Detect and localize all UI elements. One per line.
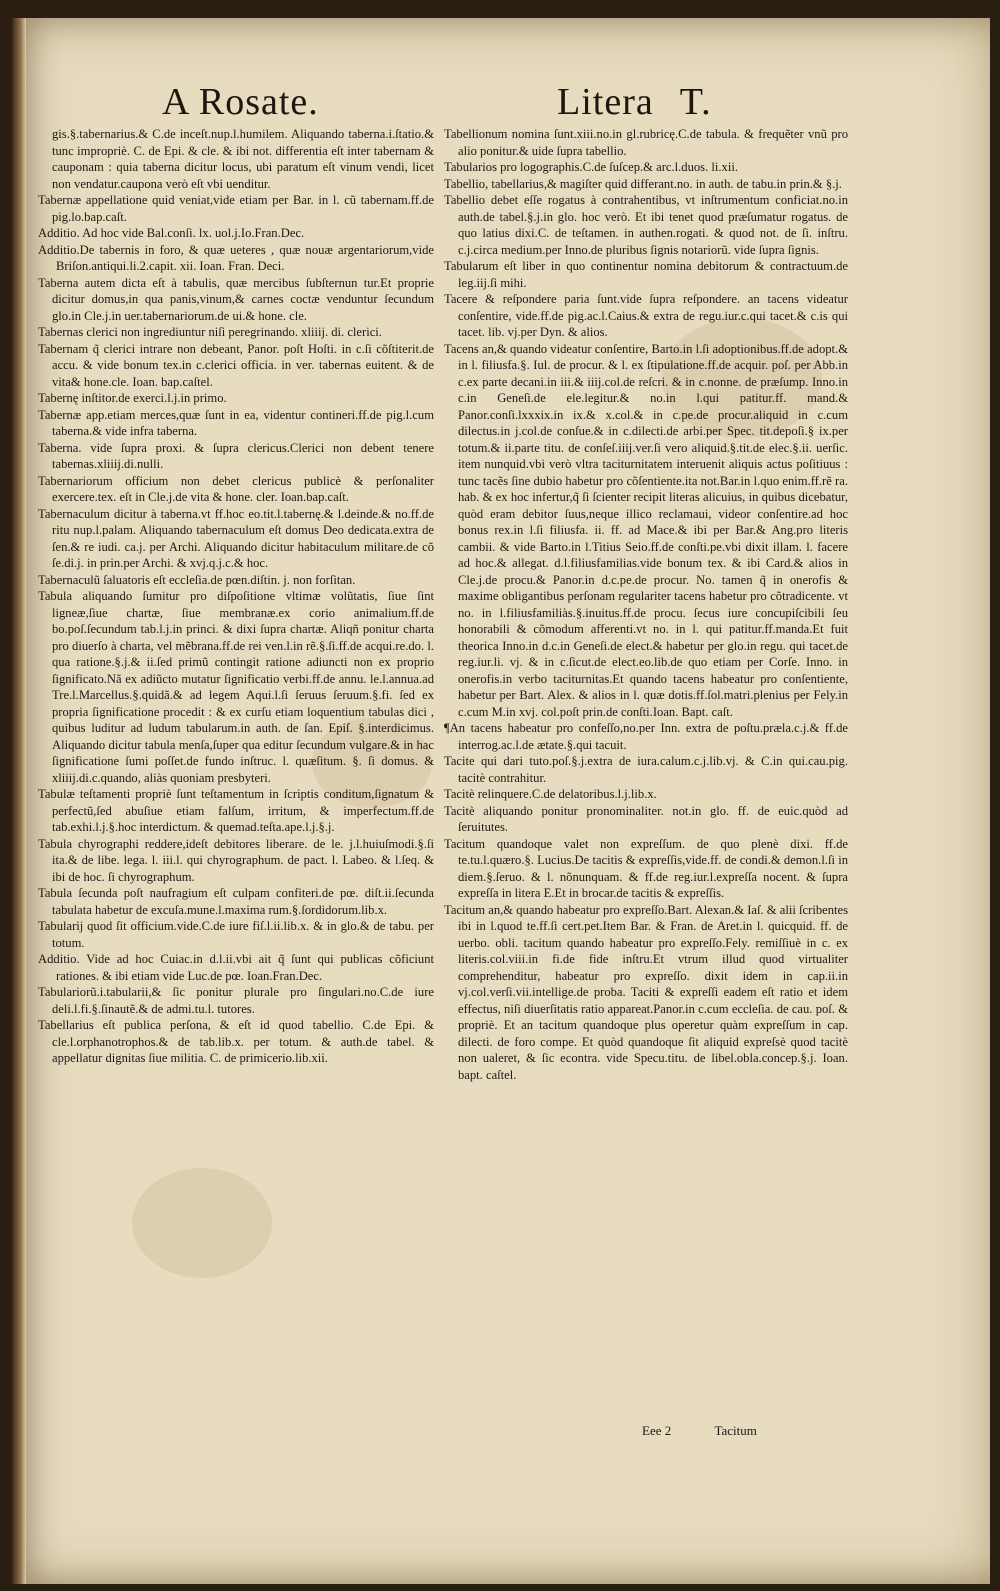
lexicon-entry: Tabulæ teſtamenti propriè ſunt teſtamentum in ſcriptis conditum,ſignatum & perfectũ,ſed abuſiue etiam falſum, irritum, & imperfectum.ff.de tab.exhi.l.j.§.hoc interdictum. & quemad.teſta.ape.l.j.§.j. — [38, 787, 434, 834]
lexicon-entry: Taberna. vide ſupra proxi. & ſupra clericus.Clerici non debent tenere tabernas.xliiij.di.nulli. — [38, 440, 434, 471]
lexicon-entry: Tabularij quod ſit officium.vide.C.de iure fiſ.l.ii.lib.x. & in glo.& de tabu. per totum. — [38, 919, 434, 950]
lexicon-entry: Tabellio debet eſſe rogatus à contrahentibus, vt inſtrumentum conficiat.no.in auth.de tabel.§.j.in glo. hoc verò. Et ibi tenet quod præſumatur rogatus. de quo latius dixi.C. de teſtamen. in authen.rogati. & quod not. de ſi. inſtru. c.j.circa medium.per Inno.de pluribus ſignis notariorũ. vide ſupra ſignis. — [444, 193, 848, 257]
catchword: Tacitum — [714, 1423, 757, 1438]
lexicon-entry: Tabulariorũ.i.tabularii,& ſic ponitur plurale pro ſingulari.no.C.de iure deli.l.fi.§.ſinautẽ.& de admi.tu.l. tutores. — [38, 985, 434, 1016]
additio-entry: Additio. Vide ad hoc Cuiac.in d.l.ii.vbi ait q̃ ſunt qui publicas cõficiunt rationes. & ibi etiam vide Luc.de pœ. Ioan.Fran.Dec. — [38, 952, 434, 983]
lexicon-entry: gis.§.tabernarius.& C.de inceſt.nup.l.humilem. Aliquando taberna.i.ſtatio.& tunc impropriè. C. de Epi. & cle. & ibi not. differentia eſt inter tabernam & cauponam : quia taberna dicitur locus, ubi paratum eſt vinum vendi, licet non vendatur.caupona verò eſt vbi uenditur. — [52, 127, 434, 191]
lexicon-entry: Tacitum an,& quando habeatur pro expreſſo.Bart. Alexan.& Iaſ. & alii ſcribentes ibi in l.quod te.ff.ſi cert.pet.Item Bar. & Fran. de Aret.in l. quicquid. ff. de uerbo. obli. tacitum quando habeatur pro expreſſo.Fely. remiſſiuè in c. ex literis.col.viii.in fi.de fide inſtru.Et vtrum illud quod virtualiter comprehenditur, habeatur pro expreſſo. dixit idem in cap.ii.in vj.col.verſi.vii.intellige.de proba. Taciti & expreſſi eadem eſt ratio et idem effectus, niſi diuerſitatis ratio appareat.Panor.in c.cum eccleſia. de cau. poſ. & propriè. Et an tacitum quandoque plus operetur quàm expreſſum in cap. dilecti. de foro compe. Et quòd quandoque ſit aliquid expreſsè quod tacitè non ualeret, & ſic econtra. vide Specu.titu. de libel.obla.concep.§.j. Ioan. bapt. caſtel. — [444, 902, 848, 1082]
additio-entry: Additio.De tabernis in foro, & quæ ueteres , quæ nouæ argentariorum,vide Briſon.antiqui.li.2.capit. xii. Ioan. Fran. Deci. — [38, 242, 434, 273]
lexicon-entry: Tabula chyrographi reddere,ideſt debitores liberare. de le. j.l.huiuſmodi.§.ſi ita.& de libe. lega. l. iii.l. qui chyrographum. de pact. l. Labeo. & l.ſeq. & ibi de hoc. ſi chyrographum. — [38, 836, 434, 884]
lexicon-entry: Tacitè aliquando ponitur pronominaliter. not.in glo. ff. de euic.quòd ad ſeruitutes. — [444, 803, 848, 834]
lexicon-entry: Tabernæ appellatione quid veniat,vide etiam per Bar. in l. cũ tabernam.ff.de pig.lo.bap.caſt. — [38, 193, 434, 224]
lexicon-entry: Tabernaculũ ſaluatoris eſt eccleſia.de pœn.diſtin. j. non forſitan. — [38, 572, 356, 587]
lexicon-entry: Tabernariorum officium non debet clericus publicè & perſonaliter exercere.tex. eſt in Cle.j.de vita & hone. cler. Ioan.bap.caſt. — [38, 473, 434, 504]
additio-entry: Additio. Ad hoc vide Bal.conſi. lx. uol.j.Io.Fran.Dec. — [38, 226, 305, 240]
lexicon-entry: Tabula aliquando ſumitur pro diſpoſitione vltimæ volũtatis, ſiue ſint ligneæ,ſiue chartæ, ſiue membranæ.ex corio animalium.ff.de bo.poſ.ſecundum tab.l.j.in princi. & dixi ſupra chartæ. Aliqñ ponitur charta pro diuerſo à charta, vel mẽbrana.ff.de rei ven.l.in rẽ.§.ſi.ff.de acqui.re.do. l. qua ratione.§.j.& ii.ſed primũ contingit ratione adiuncti non ex proprio ſignificato.Nã ex adiũcto mutatur ſignificatio verbi.ff.de annu. le.l.annua.ad Tre.l.Marcellus.§.quidã.& ad legem Aqui.l.ſi ſeruus ſeruum.§.fi. ſed ex propria ſignificatione procedit : & ex curſu etiam loquentium tabulas dici , quibus luditur ad ludum tabularum.in auth. de ſan. Epiſ. §.interdicimus. Aliquando dicitur tabula menſa,ſuper qua editur ſecundum vulgare.& in hac ſignificatione ſumi poſſet.de fundo inſtruc. l. quæſitum. §. ſi domus. & xliiij.di.c.quando, aliàs quoniam presbyteri. — [38, 589, 434, 785]
lexicon-entry: Tabellarius eſt publica perſona, & eſt id quod tabellio. C.de Epi. & cle.l.orphanotrophos.& de tab.lib.x. per totum. & auth.de tabel. & appellatur dignitas ſiue militia. C. de primicerio.lib.xii. — [38, 1018, 434, 1065]
lexicon-entry: Tabula ſecunda poſt naufragium eſt culpam confiteri.de pœ. diſt.ii.ſecunda tabulata habetur de excuſa.mune.l.maxima rum.§.ſordidorum.lib.x. — [38, 886, 434, 917]
binding-edge — [12, 18, 26, 1584]
lexicon-entry: Tacitum quandoque valet non expreſſum. de quo plenè dixi. ff.de te.tu.l.quæro.§. Lucius.De tacitis & expreſſis,vide.ff. de condi.& demon.l.ſi in diem.§.ſeruo. & l. nõnunquam. & ff.de reg.iur.l.expreſſa nocent. & ſupra expreſſa in litera E.Et in brocar.de tacitis & expreſſis. — [444, 836, 848, 900]
lexicon-entry: Tabularum eſt liber in quo continentur nomina debitorum & contractuum.de leg.iij.ſi mihi. — [444, 259, 848, 290]
left-column — [34, 126, 434, 1067]
lexicon-entry: Tacens an,& quando videatur conſentire, Barto.in l.ſi adoptionibus.ff.de adopt.& in l. filiusfa.§. Iul. de procur. & l. ex ſtipulatione.ff.de acquir. poſ. per Abb.in c.ex parte decani.in iii.& iiij.col.de reſcri. & in c.nonne. de præſump. Inno.in c.in Geneſi.de ele.legitur.& no.in l.qui patitur.ff. mand.& Panor.conſi.lxxxix.in ix.& x.col.& in c.pe.de procur.aliquid in c.cum dilectus.in j.col.de conſue.& in c.dilecti.de arbi.per Spec. tit.depoſi.§ ix.per totum.& ii.parte titu. de conſeſ.iiij.ver.ſi vero aliquid.§.tit.de elec.§.ii. uerſic. item nunquid.vbi verò vltra taciturnitatem interuenit aliquis actus poſitiuus : tunc tacẽs ſine dubio habetur pro cõſentiente.ita not.Bar.in l.quo enim.ff.rẽ ra. hab. & ex hoc infertur,q̃ ſi ſcienter recipit literas alicuius, in quibus dicebatur, quòd eram debitor ſuus,neque illico reclamaui, videor conſentire.ad hoc bonus rex.in l.ſi filiusfa. ii. ff. ad Mace.& ibi per Bar.& Ang.pro literis cambii. & vide Barto.in l.Titius Seio.ff.de conſti.pe.vbi dixit illam. l. facere ad hoc.& allegat. d.l.filiusfamilias.vide bonum tex. & ibi Card.& alios in Cle.j.de procu.& Panor.in d.c.pe.de procur. No. tamen q̃ in onerofis & maxime obligantibus perſonam regulariter tacens habetur pro cõtradicente. vt no. in l.filiusfamiliàs.§.inuitus.ff.de procu. ſecus iure concupiſcibili ſeu honorabili & cõmodum afferenti.vt no. in l. qui patitur.ff.manda.Et fuit theorica Inno.in d.c.in Geneſi.de elect.& habetur per glo.in regu. qui tacet.de reg.iur.li. vj. & in c.ſicut.de elect.eo.lib.de quo etiam per Corſe. Inno. in onerofis.in verbo taciturnitas.Et quando tacens habeatur pro conſentiente, habetur per Bart. Alex. & alios in l. quæ dotis.ff.ſol.matri.plenius per Fely.in c.cum M.in xvj. col.poſt prin.de conſti.Ioan. Bapt. caſt. — [444, 341, 848, 719]
book-page — [12, 18, 990, 1584]
lexicon-entry: Tabernę inſtitor.de exerci.l.j.in primo. — [38, 391, 227, 405]
running-head-left: A Rosate. — [162, 81, 319, 123]
lexicon-entry: Tabellionum nomina ſunt.xiii.no.in gl.rubricę.C.de tabula. & frequẽter vnũ pro alio ponitur.& uide ſupra tabellio. — [444, 127, 848, 158]
running-head-right — [557, 80, 712, 124]
lexicon-entry: Tacite qui dari tuto.poſ.§.j.extra de iura.calum.c.j.lib.vj. & C.in qui.cau.pig. tacitè contrahitur. — [444, 754, 848, 785]
running-head-letter: T. — [679, 81, 712, 123]
right-column — [440, 126, 848, 1083]
lexicon-entry: Tabernas clerici non ingrediuntur niſi peregrinando. xliiij. di. clerici. — [38, 325, 382, 339]
signature-mark: Eee 2 — [642, 1423, 672, 1438]
lexicon-entry: Tabernam q̃ clerici intrare non debeant, Panor. poſt Hoſti. in c.ſi cõſtiterit.de accu. & vide bonum tex.in c.clerici officia. in ver. tabernas euitent. & de vita& hone.cle. Ioan. bap.caſtel. — [38, 341, 434, 389]
running-head-word: Litera — [557, 81, 654, 123]
lexicon-entry: Tacere & reſpondere paria ſunt.vide ſupra reſpondere. an tacens videatur conſentire, vide.ff.de pig.ac.l.Caius.& extra de regu.iur.c.qui tacet.& c.is qui tacet. lib. vj.per Dyn. & alios. — [444, 292, 848, 339]
lexicon-entry: Tabernæ app.etiam merces,quæ ſunt in ea, videntur contineri.ff.de pig.l.cum taberna.& vide infra taberna. — [38, 407, 434, 438]
lexicon-entry: Tabularios pro logographis.C.de ſuſcep.& arc.l.duos. li.xii. — [444, 160, 738, 174]
page-footer — [642, 1423, 757, 1439]
lexicon-entry: Tacitè relinquere.C.de delatoribus.l.j.lib.x. — [444, 787, 657, 801]
lexicon-entry: ¶An tacens habeatur pro confeſſo,no.per Inn. extra de poſtu.præla.c.j.& ff.de interrog.ac.l.de ætate.§.qui tacuit. — [444, 721, 848, 752]
lexicon-entry: Tabernaculum dicitur à taberna.vt ff.hoc eo.tit.l.tabernę.& l.deinde.& no.ff.de ritu nup.l.palam. Aliquando tabernaculum eſt domus Deo dedicata.extra de ſen.& re iudi. ca.j. per Archi. Aliquando dicitur habitaculum militare.de cõ ſe.di.j. in prin.per Archi. & xvj.q.j.c.& hoc. — [38, 506, 434, 570]
lexicon-entry: Taberna autem dicta eſt à tabulis, quæ mercibus ſubſternun tur.Et proprie dicitur domus,in qua panis,vinum,& carnes coctæ venduntur ſecundum glo.in Cle.j.in uer.tabernariorum.de ui.& hone. cle. — [38, 275, 434, 323]
lexicon-entry: Tabellio, tabellarius,& magiſter quid differant.no. in auth. de tabu.in prin.& §.j. — [444, 176, 842, 191]
